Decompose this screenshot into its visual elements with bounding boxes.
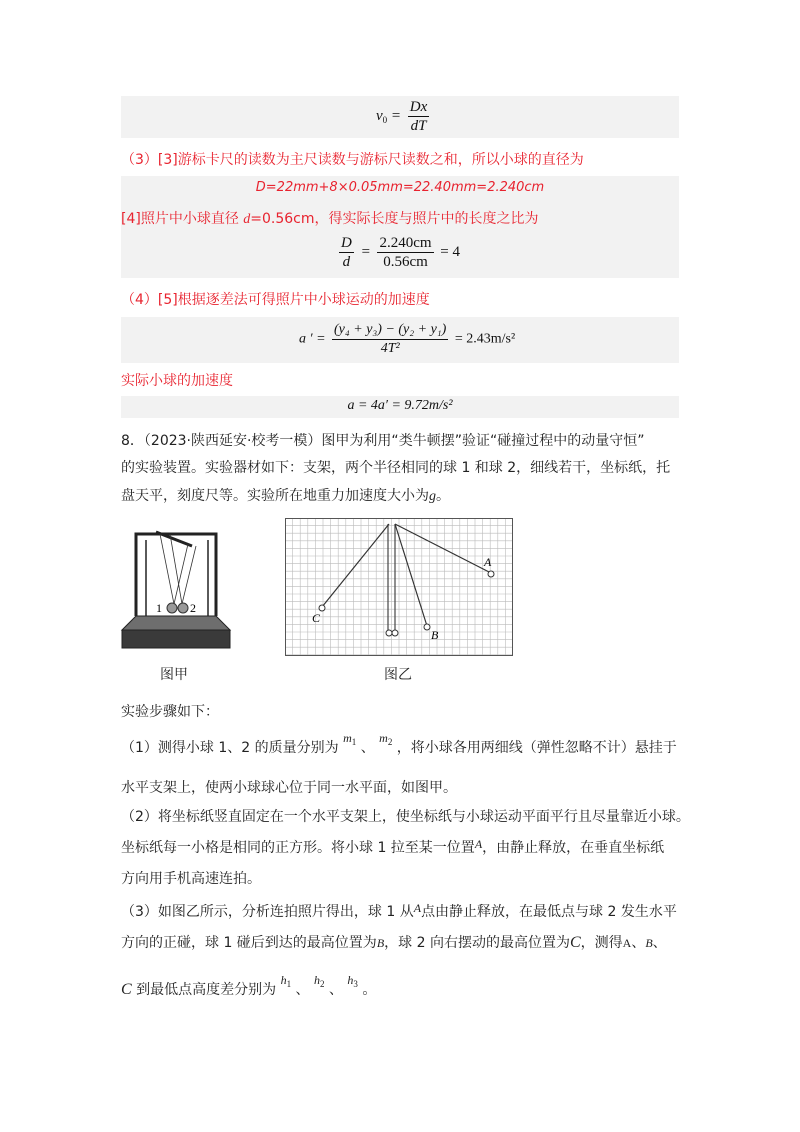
step1-line1	[121, 731, 677, 762]
step3-text-b-pre: 方向的正碰，球 1 碰后到达的最高位置为	[121, 935, 377, 951]
ratio-denominator-d: d	[342, 254, 351, 270]
var-B: B	[376, 936, 385, 950]
actual-acc-box	[121, 396, 679, 418]
part3-line2	[121, 208, 539, 228]
steps-intro: 实验步骤如下：	[121, 704, 219, 720]
ratio-result: = 4	[440, 243, 461, 260]
step3-text-a: （3）如图乙所示，分析连拍照片得出，球 1 从	[121, 904, 414, 920]
q8-line2: 的实验装置。实验器材如下：支架，两个半径相同的球 1 和球 2，细线若干，坐标纸，托	[121, 460, 671, 476]
separator: 、	[360, 740, 375, 756]
part3-line2-text-b: =0.56cm，得实际长度与照片中的长度之比为	[250, 211, 539, 227]
step2-line1: （2）将坐标纸竖直固定在一个水平支架上，使坐标纸与小球运动平面平行且尽量靠近小球。	[121, 809, 690, 825]
figure-a-apparatus	[118, 520, 233, 660]
separator: 、	[328, 982, 343, 998]
q8-line3-end: 。	[436, 488, 450, 504]
part3-line1: （3）[3]游标卡尺的读数为主尺读数与游标尺读数之和，所以小球的直径为	[121, 152, 584, 168]
fraction-dx-dt	[408, 98, 430, 135]
acc-formula-box	[121, 317, 679, 363]
ball-at-A	[488, 571, 494, 577]
v0-symbol: v	[376, 107, 383, 124]
figure-b-caption: 图乙	[384, 667, 412, 683]
equals-sign: =	[360, 243, 371, 260]
label-A: A	[484, 555, 492, 569]
string-1b	[174, 544, 188, 604]
ball-1	[167, 603, 177, 613]
step3-text-b-mid: ，球 2 向右摆动的最高位置为	[384, 935, 570, 951]
m2-symbol: $m_2$	[379, 731, 393, 747]
q8-line3-text: 盘天平，刻度尺等。实验所在地重力加速度大小为	[121, 488, 429, 504]
acc-denominator: 4T²	[380, 341, 400, 356]
step2-text-pre: 坐标纸每一小格是相同的正方形。将小球 1 拉至某一位置	[121, 840, 475, 856]
step2-line2	[121, 838, 664, 858]
separator: 、	[652, 935, 667, 951]
step3-text-a-post: 点由静止释放，在最低点与球 2 发生水平	[421, 904, 677, 920]
h1-symbol: $h_1$	[280, 973, 292, 989]
q8-line3	[121, 486, 450, 507]
step3-end: 。	[362, 982, 377, 998]
var-d: d	[243, 212, 251, 227]
figure-a-caption: 图甲	[160, 667, 188, 683]
string-2b	[182, 546, 196, 604]
step2-line3: 方向用手机高速连拍。	[121, 871, 261, 887]
base-front	[122, 630, 230, 648]
fraction-numerator: Dx	[409, 99, 428, 115]
step3-text-c: 到最低点高度差分别为	[131, 982, 277, 998]
ball-at-B	[424, 624, 430, 630]
equals-sign: =	[390, 107, 402, 124]
part3-line2-text-a: [4]照片中小球直径	[121, 211, 244, 227]
frame-left	[136, 534, 150, 616]
acc-lhs: a ′ =	[299, 331, 326, 347]
fraction-values	[377, 234, 433, 271]
acc-numerator: (y₄ + y₃) − (y₂ + y₁)	[332, 321, 448, 340]
separator: 、	[631, 935, 646, 951]
var-C: C	[569, 934, 581, 951]
formula-D: D=22mm+8×0.05mm=22.40mm=2.240cm	[255, 180, 545, 195]
acc-formula	[299, 321, 515, 358]
var-g: g	[429, 489, 436, 504]
base-top	[122, 616, 230, 630]
label-B: B	[431, 628, 439, 642]
actual-acc-label: 实际小球的加速度	[121, 373, 233, 389]
string-to-B	[395, 524, 427, 626]
var-A: A	[474, 837, 483, 851]
step2-text-post: ，由静止释放，在垂直坐标纸	[482, 840, 665, 856]
ball-rest-1	[386, 630, 392, 636]
h2-symbol: $h_2$	[313, 973, 325, 989]
q8-line1: 8．（2023·陕西延安·校考一模）图甲为利用“类牛顿摆”验证“碰撞过程中的动量守恒”	[121, 433, 645, 449]
part4-line1: （4）[5]根据逐差法可得照片中小球运动的加速度	[121, 292, 430, 308]
ball-2-label: 2	[190, 601, 196, 615]
var-B2: B	[645, 936, 653, 950]
acc-result: = 2.43m/s²	[454, 331, 516, 347]
ball-rest-2	[392, 630, 398, 636]
step1-text-b: ，将小球各用两细线（弹性忽略不计）悬挂于	[396, 740, 677, 756]
string-to-C	[322, 524, 389, 607]
ball-2	[178, 603, 188, 613]
var-C2: C	[121, 981, 132, 998]
part3-box	[121, 176, 679, 278]
figure-b-grid	[285, 518, 513, 656]
ratio-numerator-value: 2.240cm	[379, 235, 432, 251]
v0-subscript: 0	[382, 114, 388, 125]
fraction-denominator: dT	[410, 118, 427, 134]
m1-symbol: $m_1$	[343, 731, 357, 747]
label-C: C	[312, 611, 321, 625]
formula-v0	[376, 98, 432, 135]
step3-line3	[121, 973, 377, 1004]
step3-text-b-mid2: ，测得	[580, 935, 623, 951]
var-A: A	[413, 901, 422, 915]
step1-text-a: （1）测得小球 1、2 的质量分别为	[121, 740, 339, 756]
step3-line1	[121, 902, 677, 922]
ball-1-label: 1	[156, 601, 162, 615]
ratio-formula	[336, 234, 460, 271]
h3-symbol: $h_3$	[347, 973, 358, 989]
ratio-denominator-value: 0.56cm	[383, 254, 428, 270]
formula-v0-box	[121, 96, 679, 138]
step1-line2: 水平支架上，使两小球球心位于同一水平面，如图甲。	[121, 780, 457, 796]
separator: 、	[295, 982, 310, 998]
ratio-numerator-D: D	[341, 235, 352, 251]
fraction-D-d	[339, 234, 354, 271]
var-A2: A	[622, 936, 632, 950]
acc-fraction	[332, 321, 448, 358]
actual-acc-formula: a = 4a′ = 9.72m/s²	[347, 398, 453, 413]
step3-line2	[121, 933, 667, 953]
frame-right	[202, 534, 216, 616]
